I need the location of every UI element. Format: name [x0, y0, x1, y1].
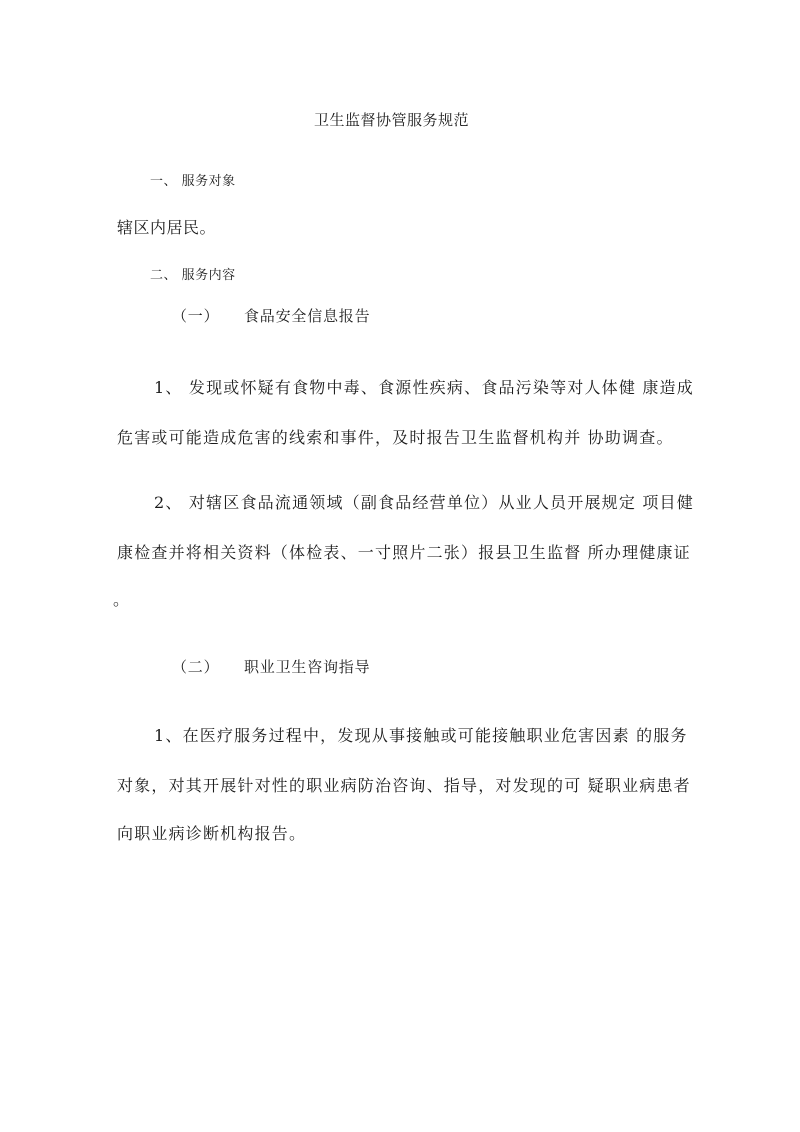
- paragraph-line: 向职业病诊断机构报告。: [117, 824, 307, 843]
- subsection-number: （一）: [172, 307, 220, 325]
- paragraph-line: 康检查并将相关资料（体检表、一寸照片二张）报县卫生监督 所办理健康证: [117, 543, 691, 562]
- section-heading-service-content: 二、 服务内容: [150, 268, 236, 283]
- section-heading-service-target: 一、 服务对象: [150, 174, 236, 189]
- paragraph-line: 。: [113, 590, 131, 609]
- document-title: 卫生监督协管服务规范: [314, 111, 470, 129]
- subsection-label: 职业卫生咨询指导: [244, 658, 371, 676]
- paragraph-line: 对象，对其开展针对性的职业病防治咨询、指导，对发现的可 疑职业病患者: [117, 776, 691, 795]
- subsection-heading-food-safety: [172, 305, 370, 326]
- paragraph-line: 危害或可能造成危害的线索和事件，及时报告卫生监督机构并 协助调查。: [117, 428, 674, 447]
- section-text-service-target: 辖区内居民。: [117, 218, 217, 237]
- paragraph-line: 1、在医疗服务过程中，发现从事接触或可能接触职业危害因素 的服务: [154, 726, 688, 745]
- subsection-label: 食品安全信息报告: [244, 307, 371, 325]
- paragraph-line: 2、 对辖区食品流通领域（副食品经营单位）从业人员开展规定 项目健: [154, 493, 694, 512]
- subsection-heading-occupational-health: [172, 656, 370, 677]
- paragraph-line: 1、 发现或怀疑有食物中毒、食源性疾病、食品污染等对人体健 康造成: [154, 378, 694, 397]
- subsection-number: （二）: [172, 658, 220, 676]
